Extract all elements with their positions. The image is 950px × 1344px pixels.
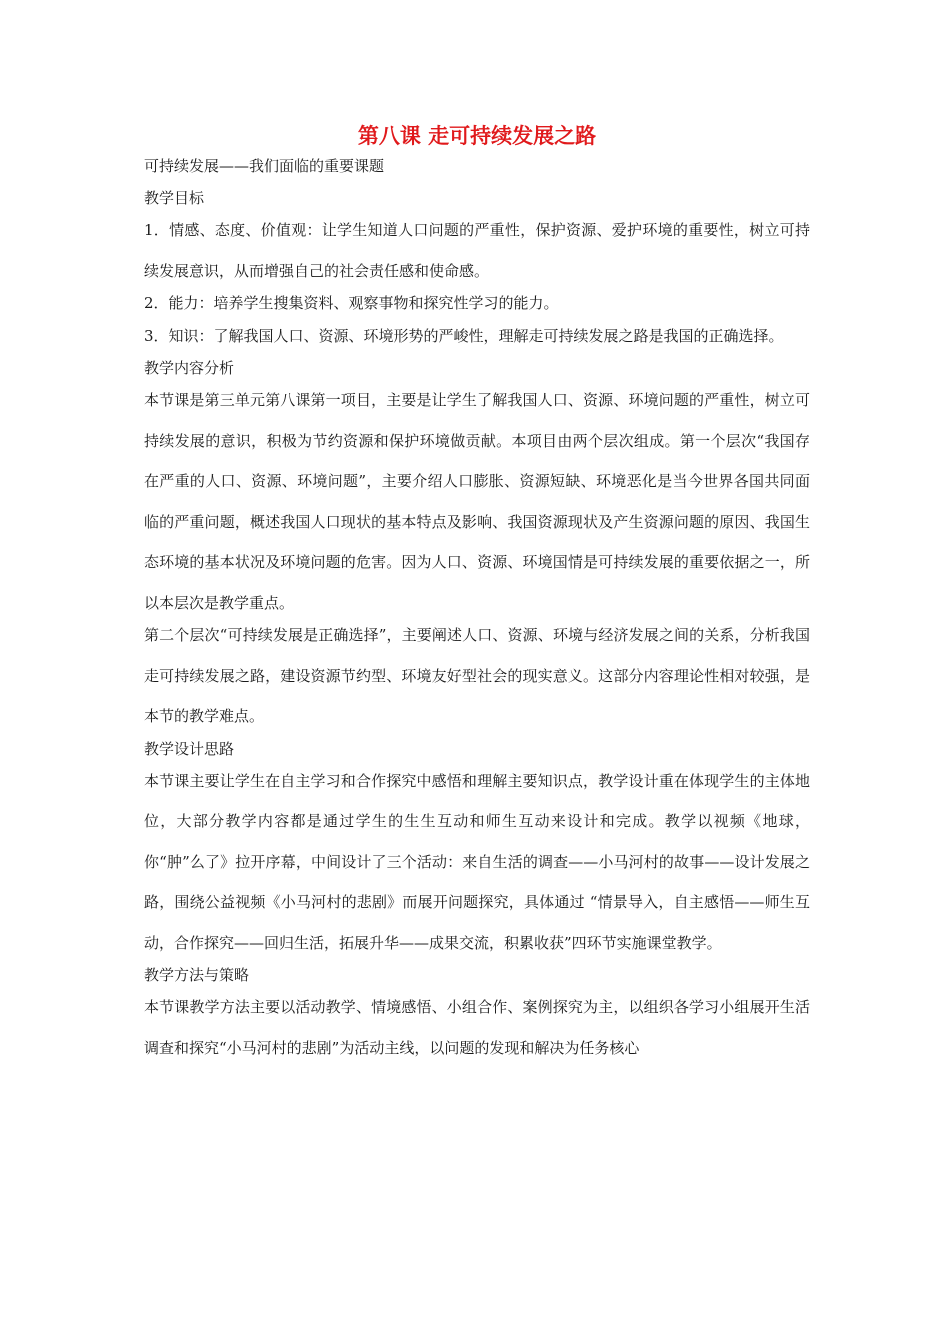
document-page <box>144 118 810 1070</box>
section-heading-goals: 教学目标 <box>144 189 205 207</box>
section-heading-design: 教学设计思路 <box>144 739 235 758</box>
goal-paragraph: 3．知识：了解我国人口、资源、环境形势的严峻性，理解走可持续发展之路是我国的正确选择。 <box>144 326 784 345</box>
section-heading-content-analysis: 教学内容分析 <box>144 359 235 377</box>
goal-paragraph: 1．情感、态度、价值观：让学生知道人口问题的严重性，保护资源、爱护环境的重要性，树立可持续发展意识，从而增强自己的社会责任感和使命感。 <box>144 221 810 280</box>
design-paragraph: 本节课主要让学生在自主学习和合作探究中感悟和理解主要知识点，教学设计重在体现学生的主体地位，大部分教学内容都是通过学生的生生互动和师生互动来设计和完成。教学以视频《地球，你“肿”么了》拉开序幕，中间设计了三个活动：来自生活的调查——小马河村的故事——设计发展之路，围绕公益视频《小马河村的悲剧》而展开问题探究，具体通过 “情景导入，自主感悟——师生互动，合作探究——回归生活，拓展升华——成果交流，积累收获”四环节实施课堂教学。 <box>144 771 810 952</box>
section-heading-methods: 教学方法与策略 <box>144 966 250 984</box>
page-title: 第八课 走可持续发展之路 <box>357 124 597 148</box>
goal-paragraph: 2．能力：培养学生搜集资料、观察事物和探究性学习的能力。 <box>144 294 559 312</box>
subtitle: 可持续发展——我们面临的重要课题 <box>144 157 385 175</box>
methods-paragraph: 本节课教学方法主要以活动教学、情境感悟、小组合作、案例探究为主，以组织各学习小组展开生活调查和探究“小马河村的悲剧”为活动主线，以问题的发现和解决为任务核心 <box>144 998 810 1057</box>
content-analysis-paragraph: 第二个层次“可持续发展是正确选择”，主要阐述人口、资源、环境与经济发展之间的关系，分析我国走可持续发展之路，建设资源节约型、环境友好型社会的现实意义。这部分内容理论性相对较强，是本节的教学难点。 <box>144 626 810 725</box>
content-analysis-paragraph: 本节课是第三单元第八课第一项目，主要是让学生了解我国人口、资源、环境问题的严重性，树立可持续发展的意识，积极为节约资源和保护环境做贡献。本项目由两个层次组成。第一个层次“我国存在严重的人口、资源、环境问题”，主要介绍人口膨胀、资源短缺、环境恶化是当今世界各国共同面临的严重问题，概述我国人口现状的基本特点及影响、我国资源现状及产生资源问题的原因、我国生态环境的基本状况及环境问题的危害。因为人口、资源、环境国情是可持续发展的重要依据之一，所以本层次是教学重点。 <box>144 391 810 612</box>
